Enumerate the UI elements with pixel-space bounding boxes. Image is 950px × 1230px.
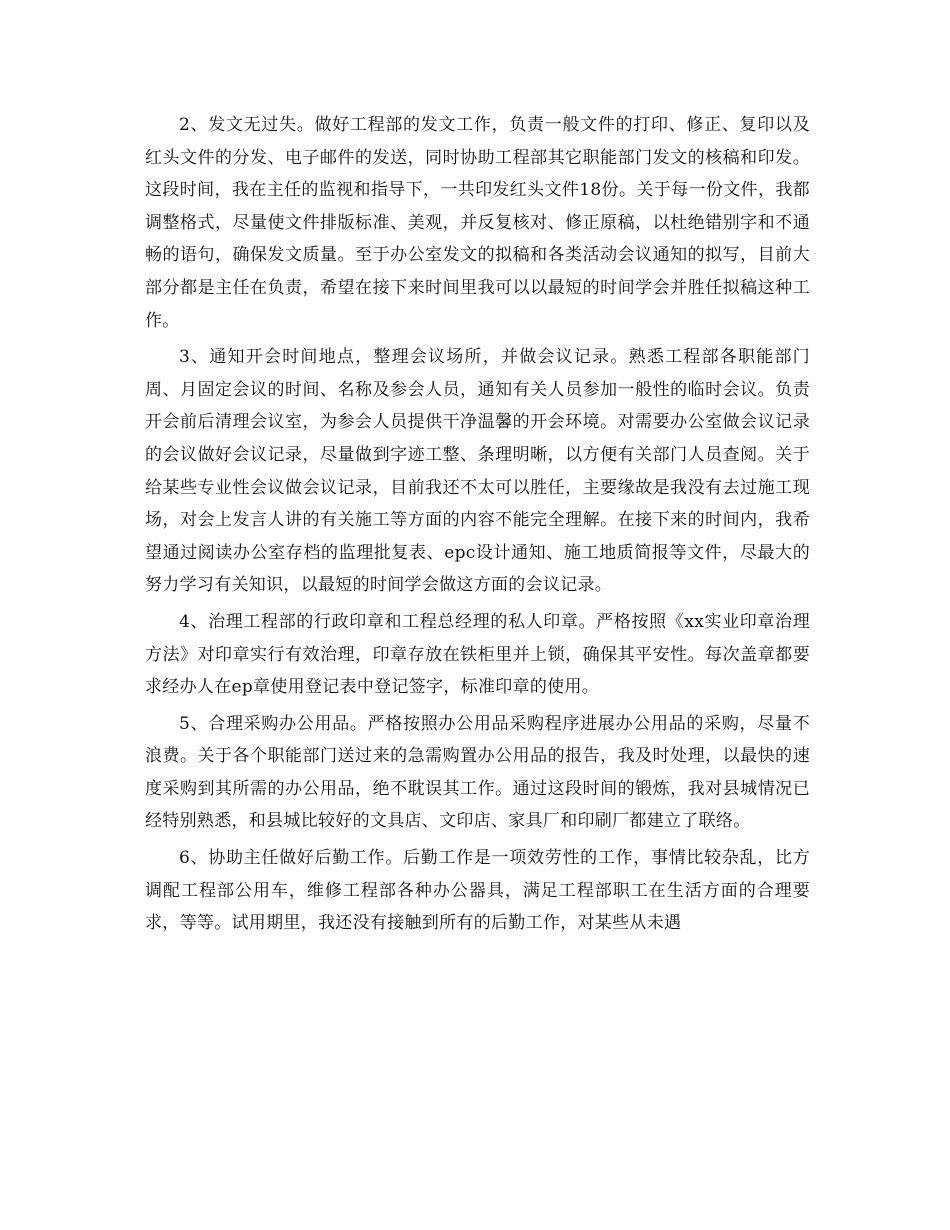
paragraph-item-4: 4、治理工程部的行政印章和工程总经理的私人印章。严格按照《xx实业印章治理方法》对印章实行有效治理，印章存放在铁柜里并上锁，确保其平安性。每次盖章都要求经办人在ep章使用登记表中登记签字，标准印章的使用。: [145, 611, 810, 698]
paragraph-item-2: 2、发文无过失。做好工程部的发文工作，负责一般文件的打印、修正、复印以及红头文件的分发、电子邮件的发送，同时协助工程部其它职能部门发文的核稿和印发。这段时间，我在主任的监视和指导下，一共印发红头文件18份。关于每一份文件，我都调整格式，尽量使文件排版标准、美观，并反复核对、修正原稿，以杜绝错别字和不通畅的语句，确保发文质量。至于办公室发文的拟稿和各类活动会议通知的拟写，目前大部分都是主任在负责，希望在接下来时间里我可以以最短的时间学会并胜任拟稿这种工作。: [145, 115, 810, 331]
paragraph-item-5: 5、合理采购办公用品。严格按照办公用品采购程序进展办公用品的采购，尽量不浪费。关于各个职能部门送过来的急需购置办公用品的报告，我及时处理，以最快的速度采购到其所需的办公用品，绝不耽误其工作。通过这段时间的锻炼，我对县城情况已经特别熟悉，和县城比较好的文具店、文印店、家具厂和印刷厂都建立了联络。: [145, 713, 810, 832]
paragraph-item-3: 3、通知开会时间地点，整理会议场所，并做会议记录。熟悉工程部各职能部门周、月固定会议的时间、名称及参会人员，通知有关人员参加一般性的临时会议。负责开会前后清理会议室，为参会人员提供干净温馨的开会环境。对需要办公室做会议记录的会议做好会议记录，尽量做到字迹工整、条理明晰，以方便有关部门人员查阅。关于给某些专业性会议做会议记录，目前我还不太可以胜任，主要缘故是我没有去过施工现场，对会上发言人讲的有关施工等方面的内容不能完全理解。在接下来的时间内，我希望通过阅读办公室存档的监理批复表、epc设计通知、施工地质简报等文件，尽最大的努力学习有关知识，以最短的时间学会做这方面的会议记录。: [145, 347, 810, 596]
paragraph-item-6: 6、协助主任做好后勤工作。后勤工作是一项效劳性的工作，事情比较杂乱，比方调配工程部公用车，维修工程部各种办公器具，满足工程部职工在生活方面的合理要求，等等。试用期里，我还没有接触到所有的后勤工作，对某些从未遇: [145, 848, 810, 934]
